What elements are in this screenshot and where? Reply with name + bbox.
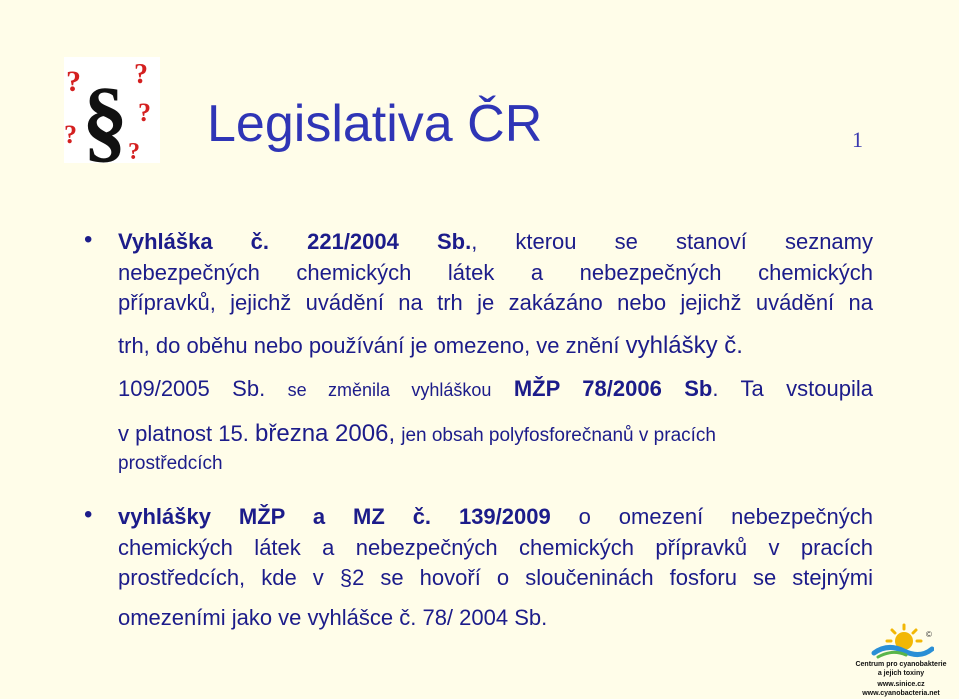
svg-text:§: § bbox=[82, 69, 128, 163]
svg-text:?: ? bbox=[134, 59, 148, 90]
bullet1-line4: trh, do oběhu nebo používání je omezeno, ve znění vyhlášky č. bbox=[118, 332, 743, 359]
bullet1-line6: v platnost 15. března 2006, jen obsah polyfosforečnanů v pracích bbox=[118, 420, 716, 447]
bullet-marker: • bbox=[84, 226, 93, 253]
cyano-url2: www.cyanobacteria.net bbox=[862, 690, 940, 697]
bullet-marker: • bbox=[84, 501, 93, 528]
svg-text:?: ? bbox=[66, 65, 81, 98]
svg-text:?: ? bbox=[64, 120, 77, 149]
bullet1-line1: Vyhláška č. 221/2004 Sb., kterou se stanoví seznamy bbox=[118, 229, 873, 254]
svg-text:©: © bbox=[926, 630, 932, 639]
paragraph-logo-icon bbox=[64, 57, 160, 163]
cyano-line2: a jejich toxiny bbox=[877, 670, 925, 677]
svg-text:?: ? bbox=[138, 98, 151, 127]
bullet2-line2: chemických látek a nebezpečných chemických přípravků v pracích bbox=[118, 535, 873, 560]
cyano-url1: www.sinice.cz bbox=[877, 681, 925, 688]
bullet1-line3: přípravků, jejichž uvádění na trh je zakázáno nebo jejichž uvádění na bbox=[118, 290, 873, 315]
page-number: 1 bbox=[852, 127, 863, 152]
bullet1-line7: prostředcích bbox=[118, 453, 223, 474]
bullet1-line5: 109/2005 Sb. se změnila vyhláškou MŽP 78/2006 Sb. Ta vstoupila bbox=[118, 376, 873, 401]
bullet2-line4: omezeními jako ve vyhlášce č. 78/ 2004 Sb. bbox=[118, 605, 548, 630]
svg-text:?: ? bbox=[128, 139, 140, 163]
bullet2-line1: vyhlášky MŽP a MZ č. 139/2009 o omezení nebezpečných bbox=[118, 504, 873, 529]
bullet2-line3: prostředcích, kde v §2 se hovoří o sloučeninách fosforu se stejnými bbox=[118, 565, 873, 590]
cyanobacteria-logo bbox=[846, 623, 956, 699]
bullet1-line2: nebezpečných chemických látek a nebezpečných chemických bbox=[118, 260, 873, 285]
cyano-line1: Centrum pro cyanobakterie bbox=[855, 661, 947, 668]
sun-logo-icon bbox=[868, 623, 934, 659]
page-title: Legislativa ČR bbox=[207, 95, 543, 153]
